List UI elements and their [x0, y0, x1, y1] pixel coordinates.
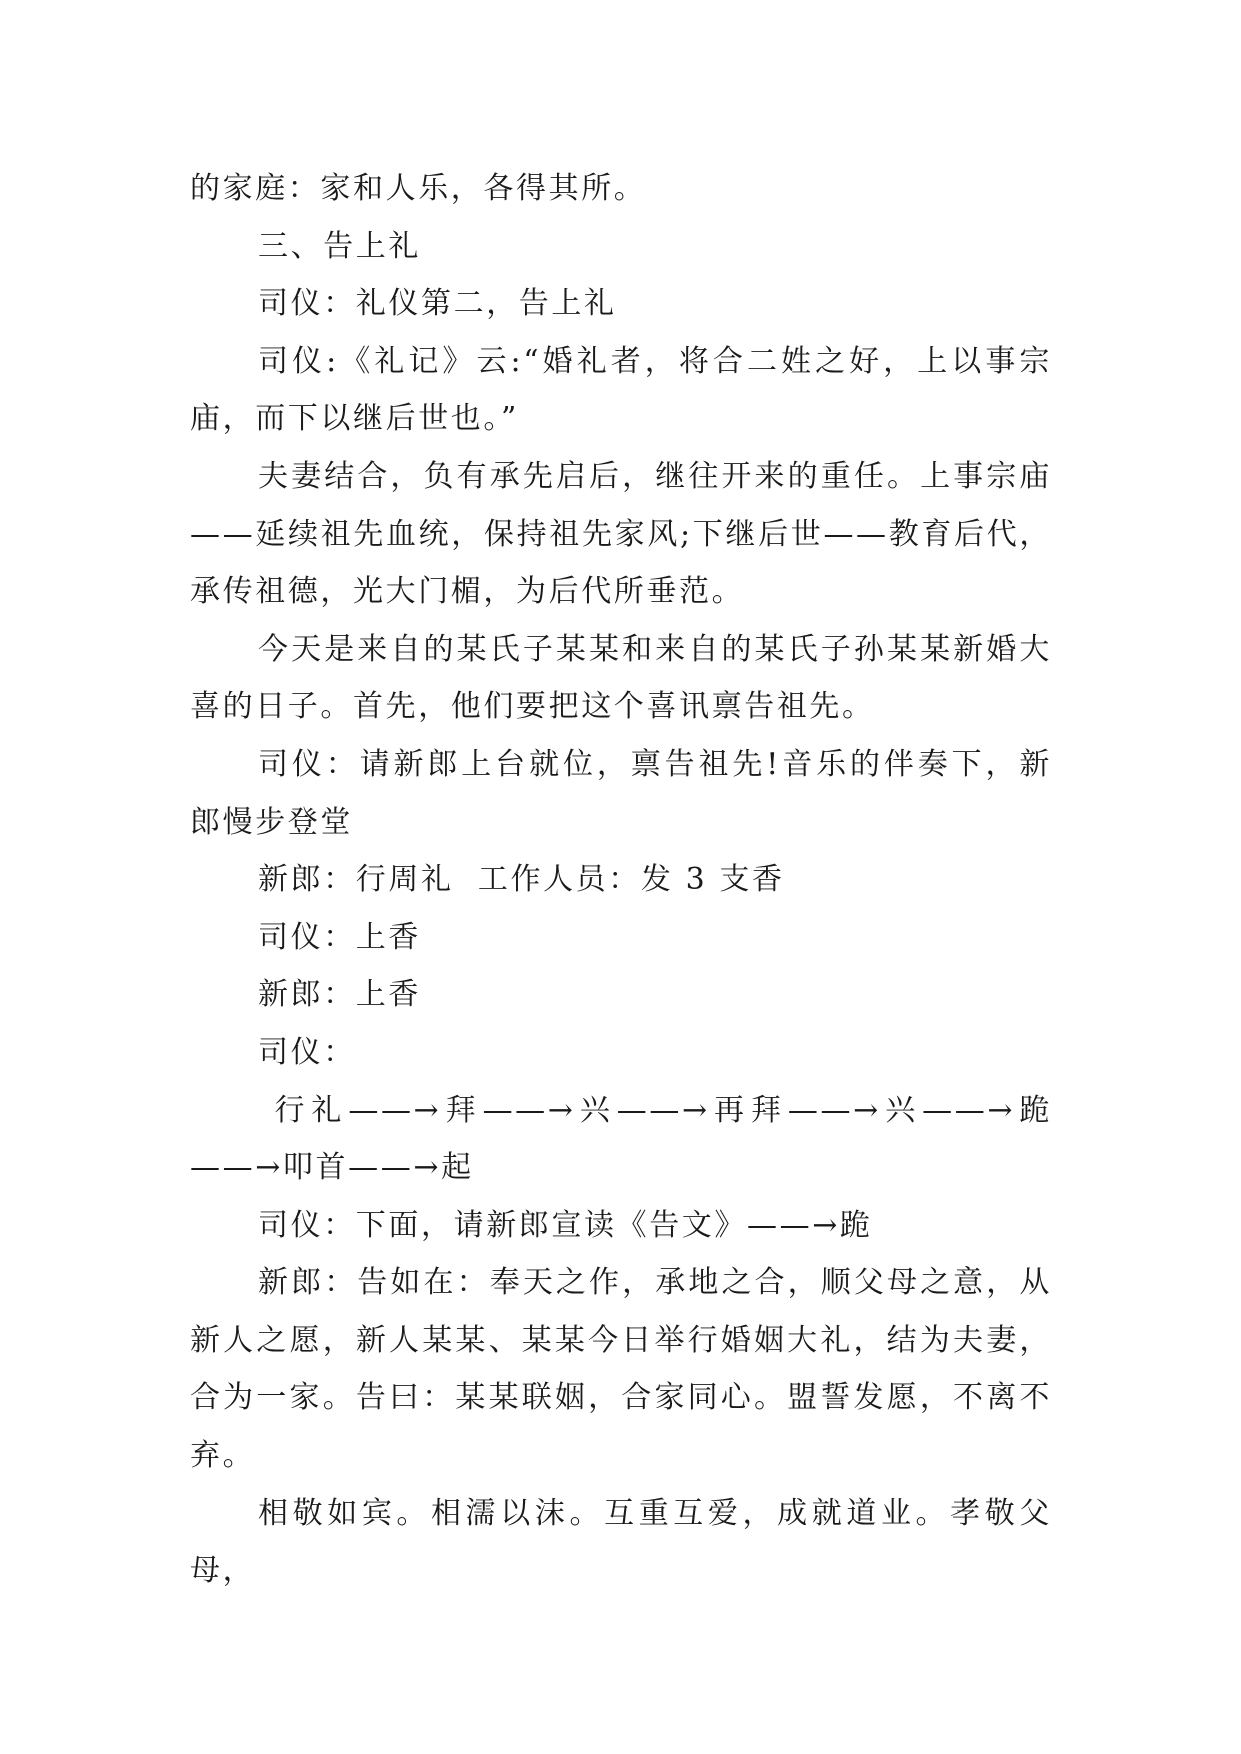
paragraph: 司仪：礼仪第二，告上礼	[258, 286, 617, 322]
paragraph: 的家庭：家和人乐，各得其所。	[190, 171, 647, 206]
paragraph: 行礼——→拜——→兴——→再拜——→兴——→跪——→叩首——→起	[190, 1092, 1053, 1186]
body-text	[190, 160, 1052, 1600]
paragraph: 三、告上礼	[258, 228, 421, 264]
paragraph: 司仪:《礼记》云:“婚礼者，将合二姓之好，上以事宗庙，而下以继后世也。”	[190, 343, 1052, 437]
paragraph: 夫妻结合，负有承先启后，继往开来的重任。上事宗庙——延续祖先血统，保持祖先家风;下继后世——教育后代，承传祖德，光大门楣，为后代所垂范。	[190, 458, 1052, 610]
paragraph: 新郎：上香	[258, 977, 421, 1013]
paragraph: 司仪：请新郎上台就位，禀告祖先!音乐的伴奏下，新郎慢步登堂	[190, 746, 1052, 840]
paragraph: 司仪：下面，请新郎宣读《告文》——→跪	[258, 1207, 873, 1243]
paragraph: 新郎：告如在：奉天之作，承地之合，顺父母之意，从新人之愿，新人某某、某某今日举行婚姻大礼，结为夫妻，合为一家。告曰：某某联姻，合家同心。盟誓发愿，不离不弃。	[190, 1265, 1052, 1474]
paragraph: 今天是来自的某氏子某某和来自的某氏子孙某某新婚大喜的日子。首先，他们要把这个喜讯禀告祖先。	[190, 631, 1052, 725]
paragraph: 相敬如宾。相濡以沫。互重互爱，成就道业。孝敬父母，	[190, 1495, 1052, 1589]
paragraph: 司仪：	[258, 1034, 356, 1070]
paragraph: 司仪：上香	[258, 919, 421, 955]
paragraph: 新郎：行周礼 工作人员：发 3 支香	[258, 862, 785, 898]
